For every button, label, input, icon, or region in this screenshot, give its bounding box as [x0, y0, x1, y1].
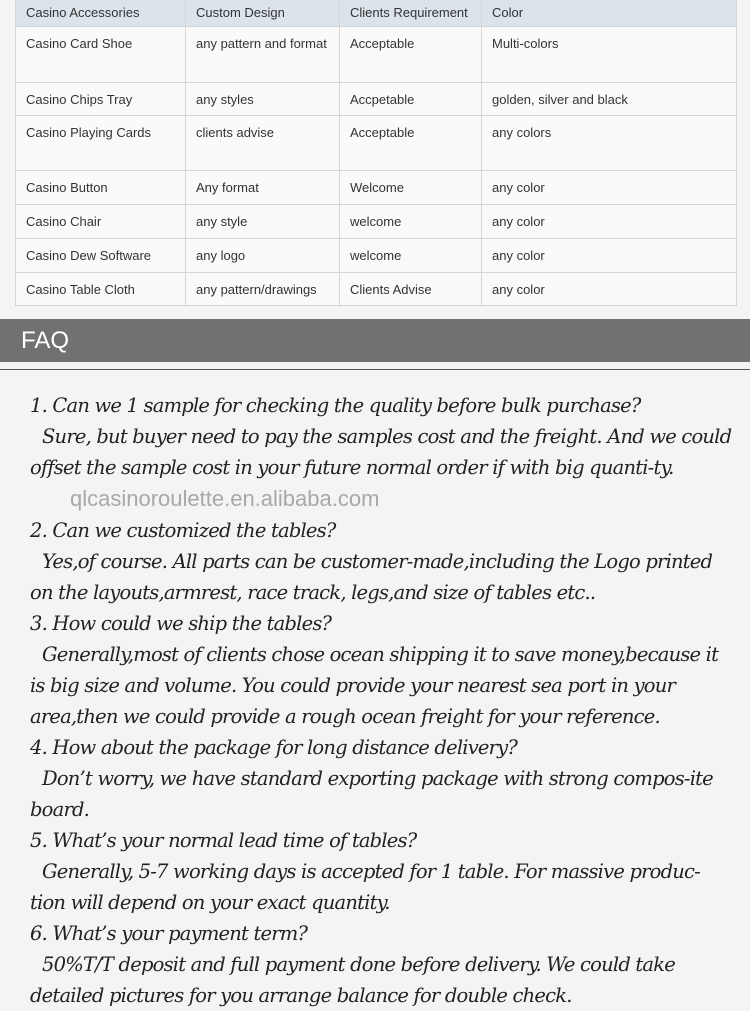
- table-row: [16, 116, 737, 171]
- faq-answer-text: Sure, but buyer need to pay the samples cost and the freight. And we could offset the sample cost in your future normal order if with big quanti-ty.: [30, 425, 732, 479]
- table-cell: Casino Table Cloth: [16, 273, 186, 306]
- table-row: [16, 239, 737, 273]
- table-cell: Casino Chair: [16, 205, 186, 239]
- table-cell: Casino Chips Tray: [16, 83, 186, 116]
- table-cell: any color: [482, 171, 737, 205]
- divider: [0, 369, 750, 370]
- faq-question: 4. How about the package for long distance delivery?: [30, 736, 518, 759]
- faq-answer: Yes,of course. All parts can be customer-made,including the Logo printed on the layouts,armrest, race track, legs,and size of tables etc..: [30, 550, 713, 604]
- faq-answer: Generally, 5-7 working days is accepted for 1 table. For massive produc-tion will depend on your exact quantity.: [30, 860, 700, 914]
- table-cell: Accpetable: [340, 83, 482, 116]
- table-cell: Acceptable: [340, 116, 482, 171]
- table-cell: any colors: [482, 116, 737, 171]
- table-cell: Acceptable: [340, 27, 482, 83]
- faq-question: 2. Can we customized the tables?: [30, 519, 336, 542]
- table-row: [16, 171, 737, 205]
- header-cell: Custom Design: [186, 0, 340, 27]
- table-row: [16, 27, 737, 83]
- table-cell: Clients Advise: [340, 273, 482, 306]
- faq-question: 6. What’s your payment term?: [30, 922, 308, 945]
- faq-header: [0, 319, 750, 362]
- faq-answer: [30, 421, 735, 515]
- faq-answer: 50%T/T deposit and full payment done before delivery. We could take detailed pictures for you arrange balance for double check.: [30, 953, 676, 1007]
- table-cell: any pattern and format: [186, 27, 340, 83]
- table-cell: any color: [482, 239, 737, 273]
- faq-list: [30, 390, 735, 1011]
- table-row: [16, 83, 737, 116]
- watermark: qlcasinoroulette.en.alibaba.com: [70, 486, 380, 511]
- table-row: [16, 273, 737, 306]
- table-cell: Multi-colors: [482, 27, 737, 83]
- header-cell: Clients Requirement: [340, 0, 482, 27]
- table-cell: any logo: [186, 239, 340, 273]
- table-cell: Casino Button: [16, 171, 186, 205]
- table-cell: any color: [482, 205, 737, 239]
- table-cell: any color: [482, 273, 737, 306]
- faq-answer: Generally,most of clients chose ocean shipping it to save money,because it is big size and volume. You could provide your nearest sea port in your area,then we could provide a rough ocean freight for your reference.: [30, 643, 719, 728]
- faq-question: 5. What’s your normal lead time of tables?: [30, 829, 417, 852]
- table-cell: welcome: [340, 205, 482, 239]
- table-cell: Welcome: [340, 171, 482, 205]
- table-cell: Casino Playing Cards: [16, 116, 186, 171]
- table-cell: Casino Card Shoe: [16, 27, 186, 83]
- table-cell: any style: [186, 205, 340, 239]
- table-cell: any styles: [186, 83, 340, 116]
- faq-title: FAQ: [21, 327, 70, 354]
- faq-question: 3. How could we ship the tables?: [30, 612, 332, 635]
- faq-question: 1. Can we 1 sample for checking the quality before bulk purchase?: [30, 394, 641, 417]
- accessories-table: [15, 0, 737, 306]
- table-cell: golden, silver and black: [482, 83, 737, 116]
- table-header: [16, 0, 737, 27]
- table-cell: clients advise: [186, 116, 340, 171]
- faq-answer: Don’t worry, we have standard exporting package with strong compos-ite board.: [30, 767, 713, 821]
- header-cell: Casino Accessories: [16, 0, 186, 27]
- table-cell: Casino Dew Software: [16, 239, 186, 273]
- table-row: [16, 205, 737, 239]
- header-cell: Color: [482, 0, 737, 27]
- table-cell: welcome: [340, 239, 482, 273]
- table-cell: Any format: [186, 171, 340, 205]
- table-cell: any pattern/drawings: [186, 273, 340, 306]
